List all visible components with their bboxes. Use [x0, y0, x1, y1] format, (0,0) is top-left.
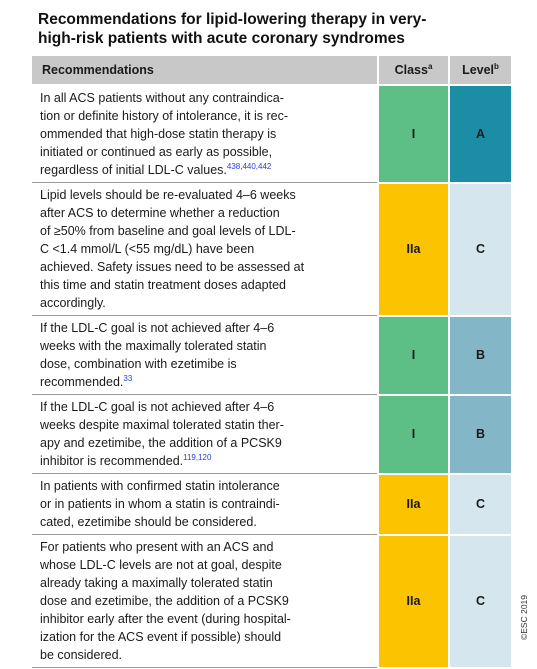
table-row [32, 183, 511, 316]
recommendation-line: achieved. Safety issues need to be assessed at [40, 260, 305, 274]
recommendation-line: In patients with confirmed statin intolerance [40, 479, 280, 493]
class-cell: I [378, 85, 449, 183]
header-class-label: Class [394, 63, 428, 77]
recommendation-line: ization for the ACS event if possible) should [40, 630, 282, 644]
recommendation-line: or in patients in whom a statin is contraindi- [40, 497, 280, 511]
recommendation-text [32, 85, 378, 183]
recommendations-table [32, 56, 511, 669]
recommendation-line: C <1.4 mmol/L (<55 mg/dL) have been [40, 242, 255, 256]
level-cell: C [449, 183, 511, 316]
recommendation-line: tion or definite history of intolerance, it is rec- [40, 109, 289, 123]
recommendation-line: accordingly. [40, 296, 106, 310]
recommendation-line: dose and ezetimibe, the addition of a PCSK9 [40, 594, 289, 608]
table-row [32, 316, 511, 395]
class-cell: I [378, 316, 449, 395]
recommendation-line: weeks with the maximally tolerated statin [40, 339, 267, 353]
recommendation-line: be considered. [40, 648, 123, 662]
recommendation-text [32, 395, 378, 474]
recommendation-text [32, 535, 378, 668]
level-cell: B [449, 395, 511, 474]
recommendation-line: Lipid levels should be re-evaluated 4–6 weeks [40, 188, 296, 202]
recommendation-line: after ACS to determine whether a reduction [40, 206, 280, 220]
class-cell: IIa [378, 535, 449, 668]
table-row [32, 85, 511, 183]
table-row [32, 395, 511, 474]
recommendation-line: initiated or continued as early as possible, [40, 145, 273, 159]
header-recommendations-label: Recommendations [42, 63, 154, 77]
recommendation-line: If the LDL-C goal is not achieved after 4–6 [40, 321, 275, 335]
class-cell: IIa [378, 474, 449, 535]
recommendation-line: this time and statin treatment doses adapted [40, 278, 286, 292]
recommendation-line: If the LDL-C goal is not achieved after 4–6 [40, 400, 275, 414]
level-cell: B [449, 316, 511, 395]
class-cell: I [378, 395, 449, 474]
copyright-text: ©ESC 2019 [519, 594, 529, 640]
level-cell: C [449, 535, 511, 668]
recommendation-text [32, 183, 378, 316]
recommendation-line: already taking a maximally tolerated statin [40, 576, 273, 590]
recommendation-line: inhibitor early after the event (during hospital- [40, 612, 291, 626]
header-recommendations [32, 56, 378, 85]
recommendation-line: whose LDL-C levels are not at goal, despite [40, 558, 282, 572]
table-row [32, 535, 511, 668]
recommendation-line: of ≥50% from baseline and goal levels of LDL- [40, 224, 296, 238]
reference-citation: 119,120 [183, 452, 212, 462]
recommendation-line: ommended that high-dose statin therapy is [40, 127, 277, 141]
recommendation-line: regardless of initial LDL-C values. [40, 163, 227, 177]
header-level [449, 56, 511, 85]
recommendation-line: In all ACS patients without any contraindica- [40, 91, 284, 105]
title-line-2: high-risk patients with acute coronary syndromes [38, 30, 405, 47]
table-body [32, 85, 511, 668]
table-header-row [32, 56, 511, 85]
header-level-footnote: b [494, 61, 499, 71]
level-cell: A [449, 85, 511, 183]
class-cell: IIa [378, 183, 449, 316]
recommendation-text [32, 474, 378, 535]
recommendation-line: recommended. [40, 375, 124, 389]
table-row [32, 474, 511, 535]
reference-citation: 33 [123, 373, 133, 383]
header-level-label: Level [462, 63, 495, 77]
header-class-footnote: a [427, 61, 433, 71]
recommendation-line: cated, ezetimibe should be considered. [40, 515, 257, 529]
recommendation-line: apy and ezetimibe, the addition of a PCSK9 [40, 436, 282, 450]
recommendation-line: weeks despite maximal tolerated statin ther- [40, 418, 284, 432]
header-class [378, 56, 449, 85]
recommendation-text [32, 316, 378, 395]
copyright-notice [518, 540, 532, 640]
level-cell: C [449, 474, 511, 535]
recommendation-line: For patients who present with an ACS and [40, 540, 274, 554]
recommendation-line: inhibitor is recommended. [40, 454, 184, 468]
title-line-1: Recommendations for lipid-lowering therapy in very- [38, 11, 427, 28]
recommendation-line: dose, combination with ezetimibe is [40, 357, 237, 371]
reference-citation: 438,440,442 [226, 161, 272, 171]
table-title [38, 10, 508, 48]
